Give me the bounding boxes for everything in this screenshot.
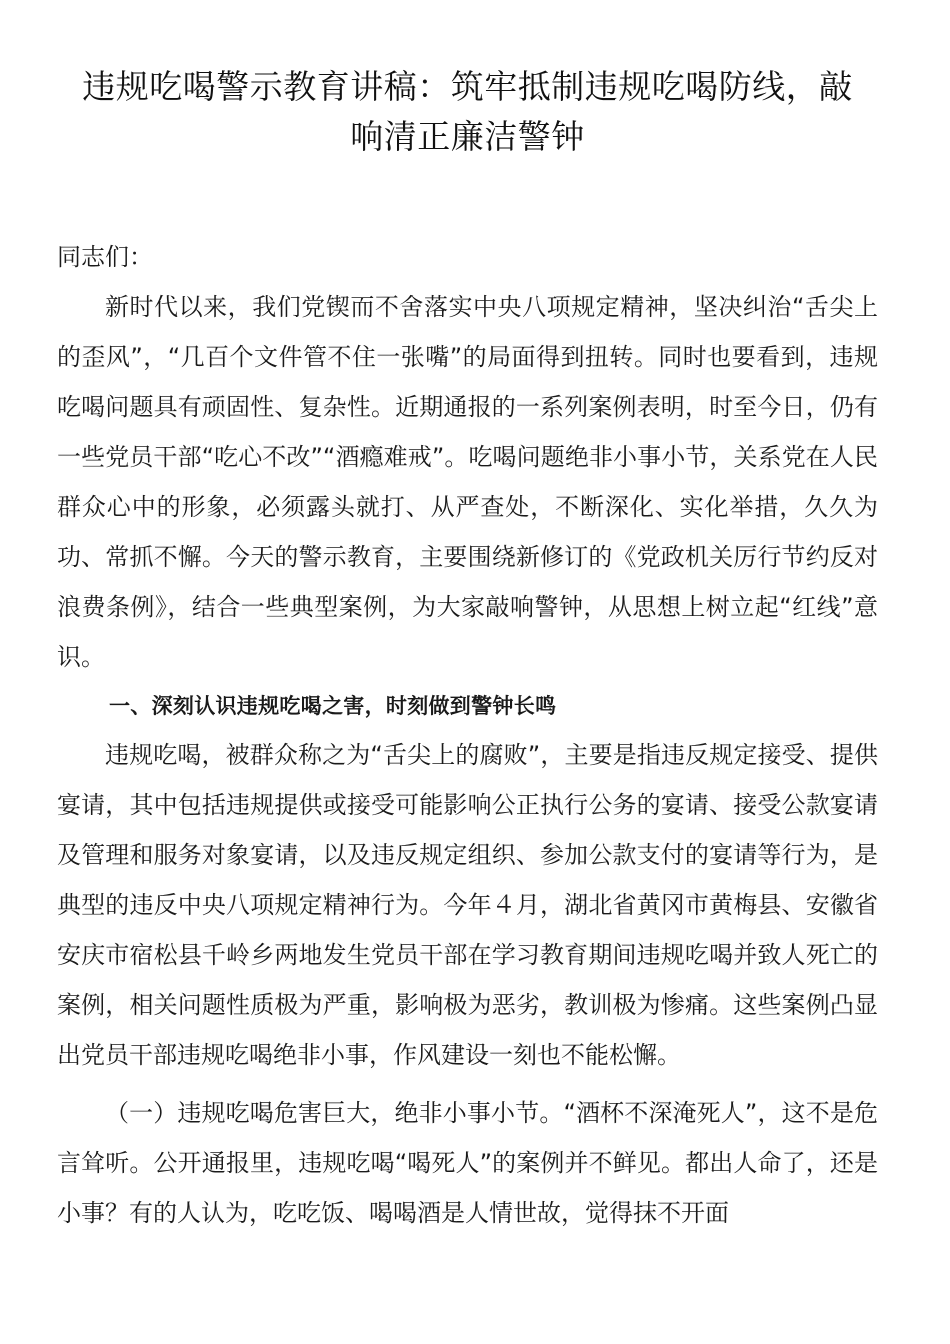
document-title-line-2: 响清正廉洁警钟 bbox=[350, 117, 585, 156]
paragraph-subsection-1: （一）违规吃喝危害巨大，绝非小事小节。“酒杯不深淹死人”，这不是危言耸听。公开通报里，违规吃喝“喝死人”的案例并不鲜见。都出人命了，还是小事？有的人认为，吃吃饭、喝喝酒是人情世故，觉得抹不开面 bbox=[57, 1099, 878, 1227]
document-title bbox=[57, 62, 878, 162]
paragraph-intro: 新时代以来，我们党锲而不舍落实中央八项规定精神，坚决纠治“舌尖上的歪风”，“几百个文件管不住一张嘴”的局面得到扭转。同时也要看到，违规吃喝问题具有顽固性、复杂性。近期通报的一系列案例表明，时至今日，仍有一些党员干部“吃心不改”“酒瘾难戒”。吃喝问题绝非小事小节，关系党在人民群众心中的形象，必须露头就打、从严查处，不断深化、实化举措，久久为功、常抓不懈。今天的警示教育，主要围绕新修订的《党政机关厉行节约反对浪费条例》，结合一些典型案例，为大家敲响警钟，从思想上树立起“红线”意识。 bbox=[57, 293, 878, 671]
section-heading-1: 一、深刻认识违规吃喝之害，时刻做到警钟长鸣 bbox=[109, 694, 557, 718]
document-title-line-1: 违规吃喝警示教育讲稿：筑牢抵制违规吃喝防线，敲 bbox=[82, 67, 853, 106]
paragraph-definition: 违规吃喝，被群众称之为“舌尖上的腐败”，主要是指违反规定接受、提供宴请，其中包括违规提供或接受可能影响公正执行公务的宴请、接受公款宴请及管理和服务对象宴请，以及违反规定组织、参加公款支付的宴请等行为，是典型的违反中央八项规定精神行为。今年４月，湖北省黄冈市黄梅县、安徽省安庆市宿松县千岭乡两地发生党员干部在学习教育期间违规吃喝并致人死亡的案例，相关问题性质极为严重，影响极为恶劣，教训极为惨痛。这些案例凸显出党员干部违规吃喝绝非小事，作风建设一刻也不能松懈。 bbox=[57, 741, 878, 1069]
salutation: 同志们： bbox=[57, 243, 153, 271]
